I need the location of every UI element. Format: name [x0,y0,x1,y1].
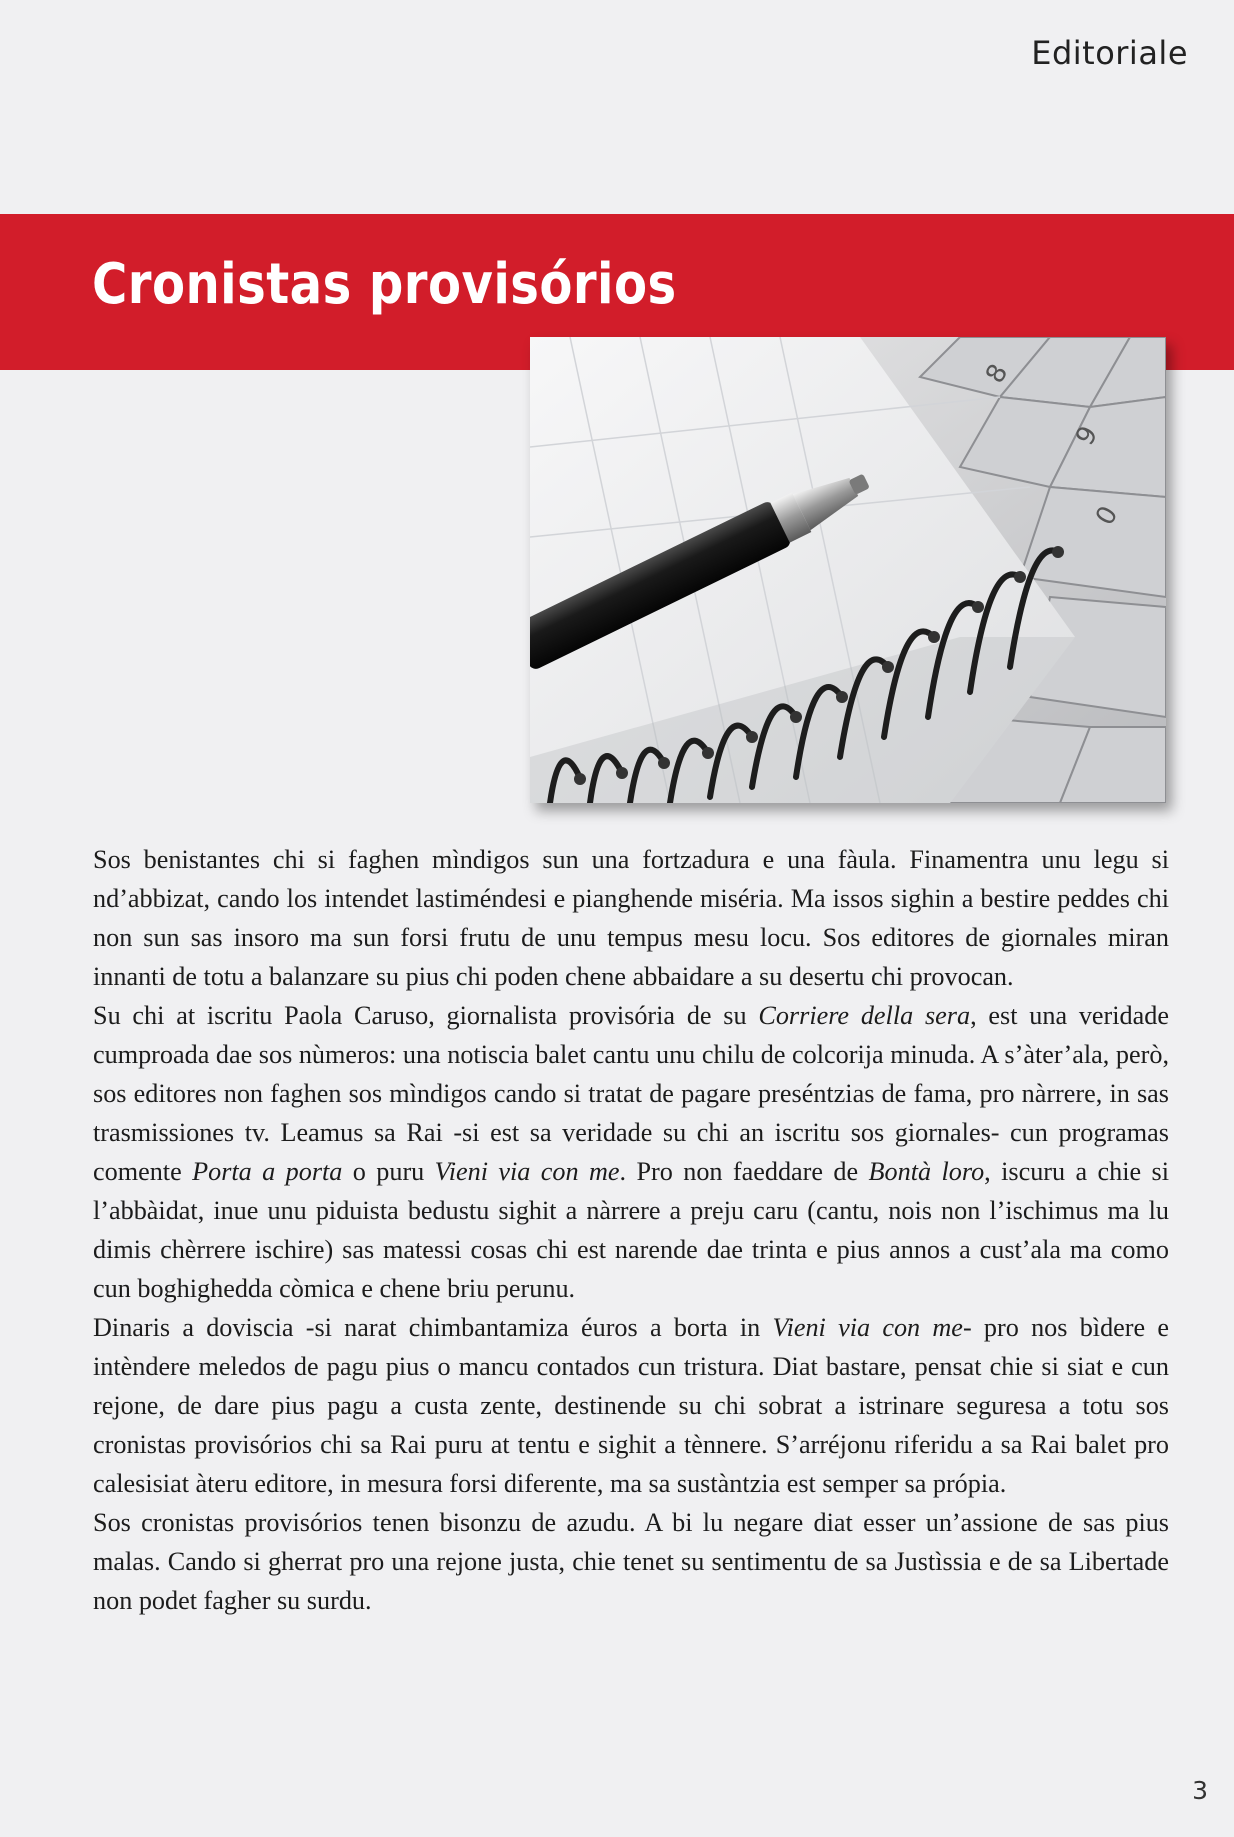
emphasis: Vieni via con me [772,1313,963,1342]
article-body [93,840,1169,1620]
paragraph-2: Su chi at iscritu Paola Caruso, giornalista provisória de su Corriere della sera, est una veridade cumproada dae sos nùmeros: una notiscia balet cantu unu chilu de colcorija minuda. A s’àter’ala, però, sos editores non faghen sos mìndigos cando si tratat de pagare preséntzias de fama, pro nàrrere, in sas trasmissiones tv. Leamus sa Rai -si est sa veridade su chi an iscritu sos giornales- cun programas comente Porta a porta o puru Vieni via con me. Pro non faeddare de Bontà loro, iscuru a chie si l’abbàidat, inue unu piduista bedustu sighit a nàrrere a preju caru (cantu, nois non l’ischimus ma lu dimis chèrrere ischire) sas matessi cosas chi est narende dae trinta e pius annos a cust’ala ma como cun boghighedda còmica e chene briu perunu. [93,1001,1169,1303]
page-number: 3 [1192,1776,1208,1805]
svg-text:0: 0 [1090,501,1125,531]
svg-text:9: 9 [1070,421,1105,451]
article-photo [530,337,1166,803]
pen-notebook-keyboard-photo-icon [530,337,1166,803]
paragraph-3: Dinaris a doviscia -si narat chimbantamiza éuros a borta in Vieni via con me- pro nos bìdere e intèndere meledos de pagu pius o mancu contados cun tristura. Diat bastare, pensat chie si siat e cun rejone, de dare pius pagu a custa zente, destinende su chi sobrat a istrinare seguresa a totu sos cronistas provisórios chi sa Rai puru at tentu e sighit a tènnere. S’arréjonu riferidu a sa Rai balet pro calesisiat àteru editore, in mesura forsi diferente, ma sa sustàntzia est semper sa própia. [93,1313,1170,1498]
section-label: Editoriale [1031,34,1188,72]
emphasis: Vieni via con me [434,1157,620,1186]
emphasis: Bontà loro [868,1157,985,1186]
paragraph-1: Sos benistantes chi si faghen mìndigos sun una fortzadura e una fàula. Finamentra unu legu si nd’abbizat, cando los intendet lastiméndesi e pianghende miséria. Ma issos sighin a bestire peddes chi non sun sas insoro ma sun forsi frutu de unu tempus mesu locu. Sos editores de giornales miran innanti de totu a balanzare su pius chi poden chene abbaidare a su desertu chi provocan. [93,845,1169,991]
page-title: Cronistas provisórios [92,252,677,317]
svg-text:8: 8 [980,359,1015,389]
paragraph-4: Sos cronistas provisórios tenen bisonzu de azudu. A bi lu negare diat esser un’assione de sas pius malas. Cando si gherrat pro una rejone justa, chie tenet su sentimentu de sa Justìssia e de sa Libertade non podet fagher su surdu. [93,1508,1169,1615]
emphasis: Porta a porta [192,1157,343,1186]
emphasis: Corriere della sera [758,1001,971,1030]
